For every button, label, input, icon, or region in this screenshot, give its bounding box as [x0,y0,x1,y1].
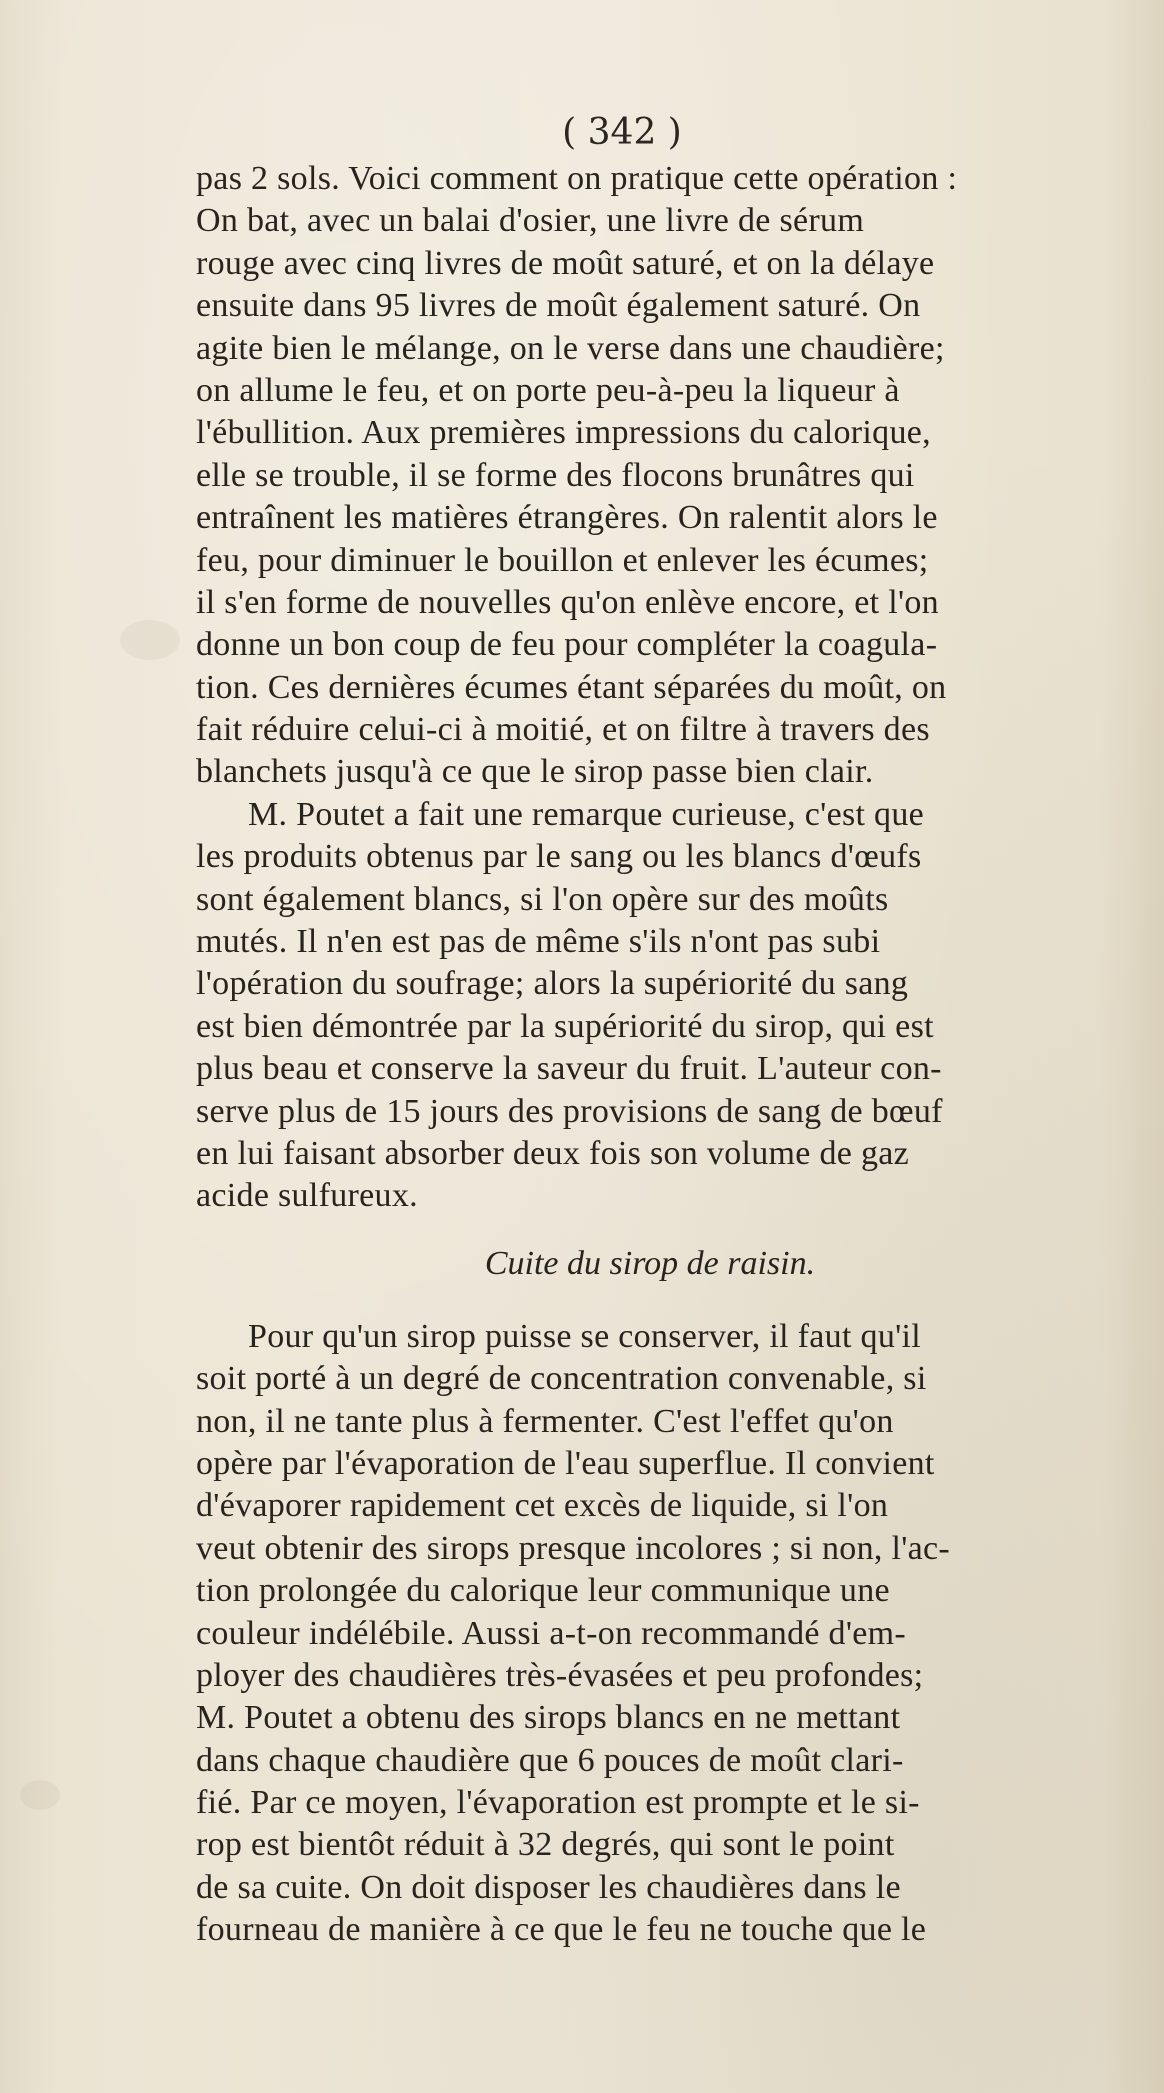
text-line: est bien démontrée par la supériorité du sirop, qui est [196,1007,934,1045]
text-line: tion. Ces dernières écumes étant séparées du moût, on [196,668,947,706]
text-line: On bat, avec un balai d'osier, une livre de sérum [196,202,865,240]
text-line: en lui faisant absorber deux fois son volume de gaz [196,1134,910,1172]
text-line: de sa cuite. On doit disposer les chaudières dans le [196,1868,901,1906]
text-line: rop est bientôt réduit à 32 degrés, qui sont le point [196,1826,895,1864]
text-line: fié. Par ce moyen, l'évaporation est prompte et le si- [196,1784,920,1822]
text-line: feu, pour diminuer le bouillon et enlever les écumes; [196,541,929,579]
text-line: les produits obtenus par le sang ou les blancs d'œufs [196,838,922,876]
paper-stain [120,620,180,660]
paragraph-poutet-remarque [196,794,1164,1218]
paragraph-sang-clarification [196,158,1164,794]
paper-stain [20,1780,60,1810]
text-line: M. Poutet a obtenu des sirops blancs en ne mettant [196,1699,901,1737]
paragraph-cuite-sirop [196,1316,1164,1952]
text-line: blanchets jusqu'à ce que le sirop passe bien clair. [196,753,874,791]
text-line: couleur indélébile. Aussi a-t-on recommandé d'em- [196,1614,907,1652]
text-line: opère par l'évaporation de l'eau superflue. Il convient [196,1444,935,1482]
text-line: Pour qu'un sirop puisse se conserver, il faut qu'il [248,1317,922,1355]
body-text [196,158,1164,1952]
text-line: on allume le feu, et on porte peu-à-peu la liqueur à [196,371,900,409]
text-line: acide sulfureux. [196,1177,418,1215]
text-line: veut obtenir des sirops presque incolores ; si non, l'ac- [196,1529,951,1567]
text-line: fourneau de manière à ce que le feu ne touche que le [196,1911,927,1949]
text-line: agite bien le mélange, on le verse dans une chaudière; [196,329,945,367]
text-line: rouge avec cinq livres de moût saturé, et on la délaye [196,244,935,282]
text-line: mutés. Il n'en est pas de même s'ils n'ont pas subi [196,923,881,961]
text-line: serve plus de 15 jours des provisions de sang de bœuf [196,1092,943,1130]
page-number: ( 342 ) [562,112,682,153]
text-line: ensuite dans 95 livres de moût également saturé. On [196,287,921,325]
section-heading: Cuite du sirop de raisin. [484,1244,816,1282]
text-line: sont également blancs, si l'on opère sur des moûts [196,880,889,918]
text-line: donne un bon coup de feu pour compléter la coagula- [196,626,938,664]
text-line: entraînent les matières étrangères. On ralentit alors le [196,499,938,537]
text-line: dans chaque chaudière que 6 pouces de moût clari- [196,1741,904,1779]
text-line: l'opération du soufrage; alors la supériorité du sang [196,965,909,1003]
text-line: ployer des chaudières très-évasées et peu profondes; [196,1656,924,1694]
text-line: d'évaporer rapidement cet excès de liquide, si l'on [196,1487,889,1525]
text-line: plus beau et conserve la saveur du fruit. L'auteur con- [196,1050,942,1088]
text-line: il s'en forme de nouvelles qu'on enlève encore, et l'on [196,583,939,621]
text-line: elle se trouble, il se forme des flocons brunâtres qui [196,456,915,494]
text-line: tion prolongée du calorique leur communique une [196,1572,890,1610]
text-line: pas 2 sols. Voici comment on pratique cette opération : [196,160,958,197]
text-line: l'ébullition. Aux premières impressions du calorique, [196,414,931,452]
text-line: M. Poutet a fait une remarque curieuse, c'est que [248,795,925,833]
text-line: soit porté à un degré de concentration convenable, si [196,1360,927,1398]
text-line: non, il ne tante plus à fermenter. C'est l'effet qu'on [196,1402,894,1440]
text-line: fait réduire celui-ci à moitié, et on filtre à travers des [196,711,930,749]
